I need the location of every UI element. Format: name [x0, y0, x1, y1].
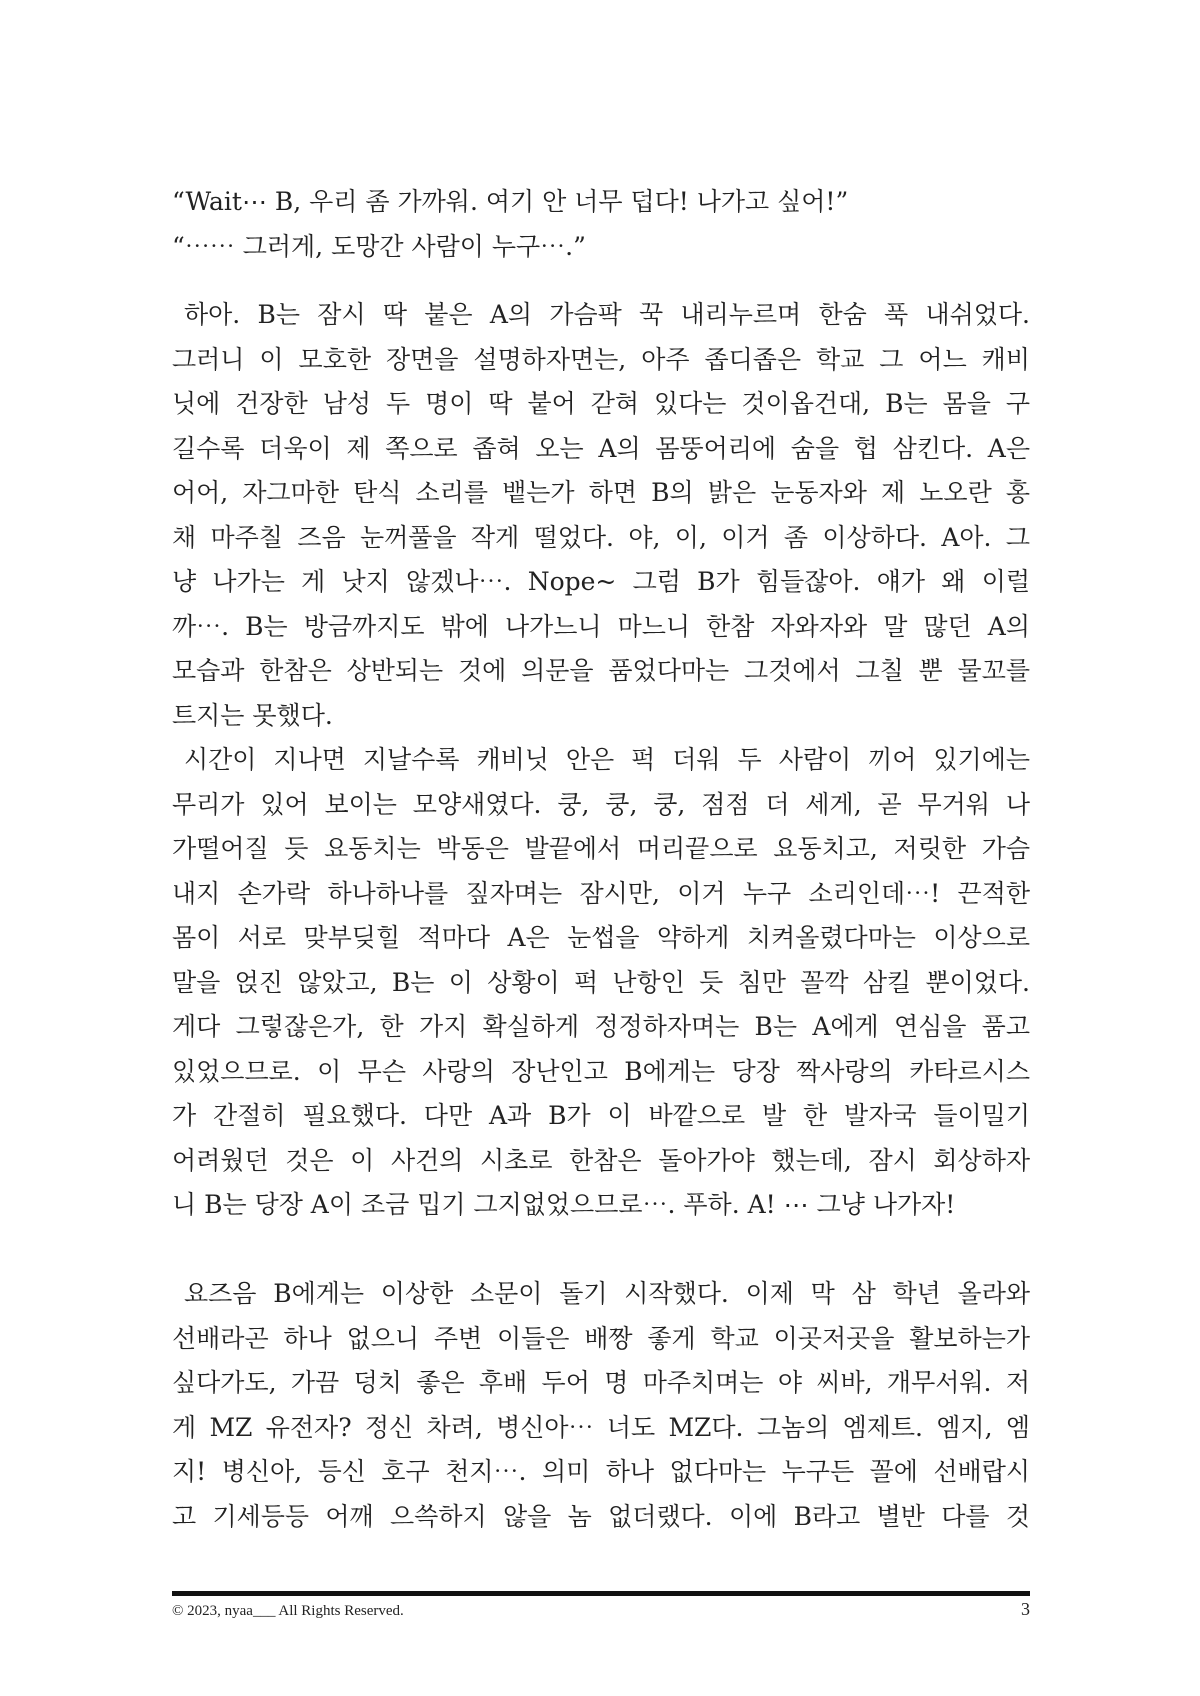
paragraph-line: 내지 손가락 하나하나를 짚자며는 잠시만, 이거 누구 소리인데⋯! 끈적한	[172, 878, 1030, 908]
paragraph-line: 게다 그렇잖은가, 한 가지 확실하게 정정하자며는 B는 A에게 연심을 품고	[172, 1012, 1030, 1041]
paragraph-line: 선배라곤 하나 없으니 주변 이들은 배짱 좋게 학교 이곳저곳을 활보하는가	[172, 1323, 1030, 1353]
dialogue-block	[172, 180, 1030, 269]
paragraph-line: 어어, 자그마한 탄식 소리를 뱉는가 하면 B의 밝은 눈동자와 제 노오란 홍	[172, 478, 1030, 507]
dialogue-line: “Wait⋯ B, 우리 좀 가까워. 여기 안 너무 덥다! 나가고 싶어!”	[172, 187, 849, 216]
footer-copyright: © 2023, nyaa___ All Rights Reserved.	[172, 1603, 404, 1619]
paragraph-line: 게 MZ 유전자? 정신 차려, 병신아⋯ 너도 MZ다. 그놈의 엠제트. 엠지, 엠	[172, 1412, 1030, 1442]
paragraph-line: 하아. B는 잠시 딱 붙은 A의 가슴팍 꾹 내리누르며 한숨 푹 내쉬었다.	[184, 300, 1030, 329]
paragraph-line: 그러니 이 모호한 장면을 설명하자면는, 아주 좁디좁은 학교 그 어느 캐비	[172, 344, 1030, 374]
page-number: 3	[1021, 1599, 1030, 1619]
paragraph-line: 트지는 못했다.	[172, 700, 333, 730]
paragraph-line: 무리가 있어 보이는 모양새였다. 쿵, 쿵, 쿵, 점점 더 세게, 곧 무거워 나	[172, 789, 1030, 819]
paragraph-3	[172, 1272, 1030, 1539]
paragraph-line: 까⋯. B는 방금까지도 밖에 나가느니 마느니 한참 자와자와 말 많던 A의	[172, 611, 1030, 641]
paragraph-line: 지! 병신아, 등신 호구 천지⋯. 의미 하나 없다마는 누구든 꼴에 선배랍시	[172, 1457, 1030, 1486]
paragraph-line: 채 마주칠 즈음 눈꺼풀을 작게 떨었다. 야, 이, 이거 좀 이상하다. A아. 그	[172, 522, 1030, 552]
paragraph-line: 길수록 더욱이 제 쪽으로 좁혀 오는 A의 몸뚱어리에 숨을 헙 삼킨다. A은	[172, 433, 1030, 463]
paragraph-2	[172, 738, 1030, 1228]
paragraph-line: 모습과 한참은 상반되는 것에 의문을 품었다마는 그것에서 그칠 뿐 물꼬를	[172, 656, 1030, 685]
paragraph-1	[172, 293, 1030, 738]
paragraph-line: 말을 얹진 않았고, B는 이 상황이 퍽 난항인 듯 침만 꼴깍 삼킬 뿐이었다.	[172, 967, 1030, 997]
paragraph-line: 싶다가도, 가끔 덩치 좋은 후배 두어 명 마주치며는 야 씨바, 개무서워. 저	[172, 1368, 1030, 1397]
paragraph-line: 어려웠던 것은 이 사건의 시초로 한참은 돌아가야 했는데, 잠시 회상하자	[172, 1145, 1030, 1175]
paragraph-line: 닛에 건장한 남성 두 명이 딱 붙어 갇혀 있다는 것이옵건대, B는 몸을 구	[172, 389, 1030, 418]
paragraph-line: 시간이 지나면 지날수록 캐비닛 안은 퍽 더워 두 사람이 끼어 있기에는	[184, 745, 1030, 774]
paragraph-line: 고 기세등등 어깨 으쓱하지 않을 놈 없더랬다. 이에 B라고 별반 다를 것	[172, 1501, 1030, 1531]
paragraph-line: 몸이 서로 맞부딪힐 적마다 A은 눈썹을 약하게 치켜올렸다마는 이상으로	[172, 923, 1030, 952]
dialogue-line: “⋯⋯ 그러게, 도망간 사람이 누구⋯.”	[172, 231, 586, 261]
paragraph-line: 냥 나가는 게 낫지 않겠나⋯. Nope~ 그럼 B가 힘들잖아. 얘가 왜 이럴	[172, 567, 1030, 596]
paragraph-line: 있었으므로. 이 무슨 사랑의 장난인고 B에게는 당장 짝사랑의 카타르시스	[172, 1056, 1030, 1086]
paragraph-line: 가 간절히 필요했다. 다만 A과 B가 이 바깥으로 발 한 발자국 들이밀기	[172, 1101, 1030, 1130]
footer-divider	[172, 1591, 1030, 1596]
paragraph-line: 니 B는 당장 A이 조금 밉기 그지없었으므로⋯. 푸하. A! ⋯ 그냥 나가자!	[172, 1190, 956, 1219]
paragraph-line: 요즈음 B에게는 이상한 소문이 돌기 시작했다. 이제 막 삼 학년 올라와	[184, 1279, 1030, 1308]
paragraph-line: 가떨어질 듯 요동치는 박동은 발끝에서 머리끝으로 요동치고, 저릿한 가슴	[172, 834, 1030, 863]
